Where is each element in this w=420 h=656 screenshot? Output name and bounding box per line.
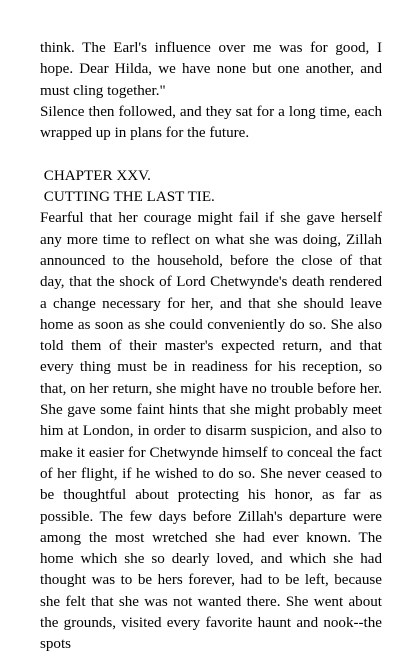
paragraph-silence: Silence then followed, and they sat for a long time, each wrapped up in plans for the future. [40,103,382,142]
paragraph-chapter-body: Fearful that her courage might fail if she gave herself any more time to reflect on what she was doing, Zillah announced to the household, before the close of that day, that the shock of Lord Chetwynde's death rendered a change necessary for her, and that she should leave home as soon as she could conveniently do so. She also told them of their master's expected return, and that every thing must be in readiness for his reception, so that, on her return, she might have no trouble before her. She gave some faint hints that she might probably meet him at London, in order to disarm suspicion, and also to make it easier for Chetwynde himself to conceal the fact of her flight, if he wished to do so. She never ceased to be thoughtful about protecting his honor, as far as possible. The few days before Zillah's departure were among the most wretched she had ever known. The home which she so dearly loved, and which she had thought was to be hers forever, had to be left, because she felt that she was not wanted there. She went about the grounds, visited every favorite haunt and nook--the spots [40,210,382,653]
blank-line [40,144,382,165]
chapter-title: CUTTING THE LAST TIE. [40,189,215,206]
page-text [40,38,382,656]
chapter-number: CHAPTER XXV. [40,167,151,184]
paragraph-dialogue-end: think. The Earl's influence over me was for good, I hope. Dear Hilda, we have none but one another, and must cling together." [40,40,382,99]
